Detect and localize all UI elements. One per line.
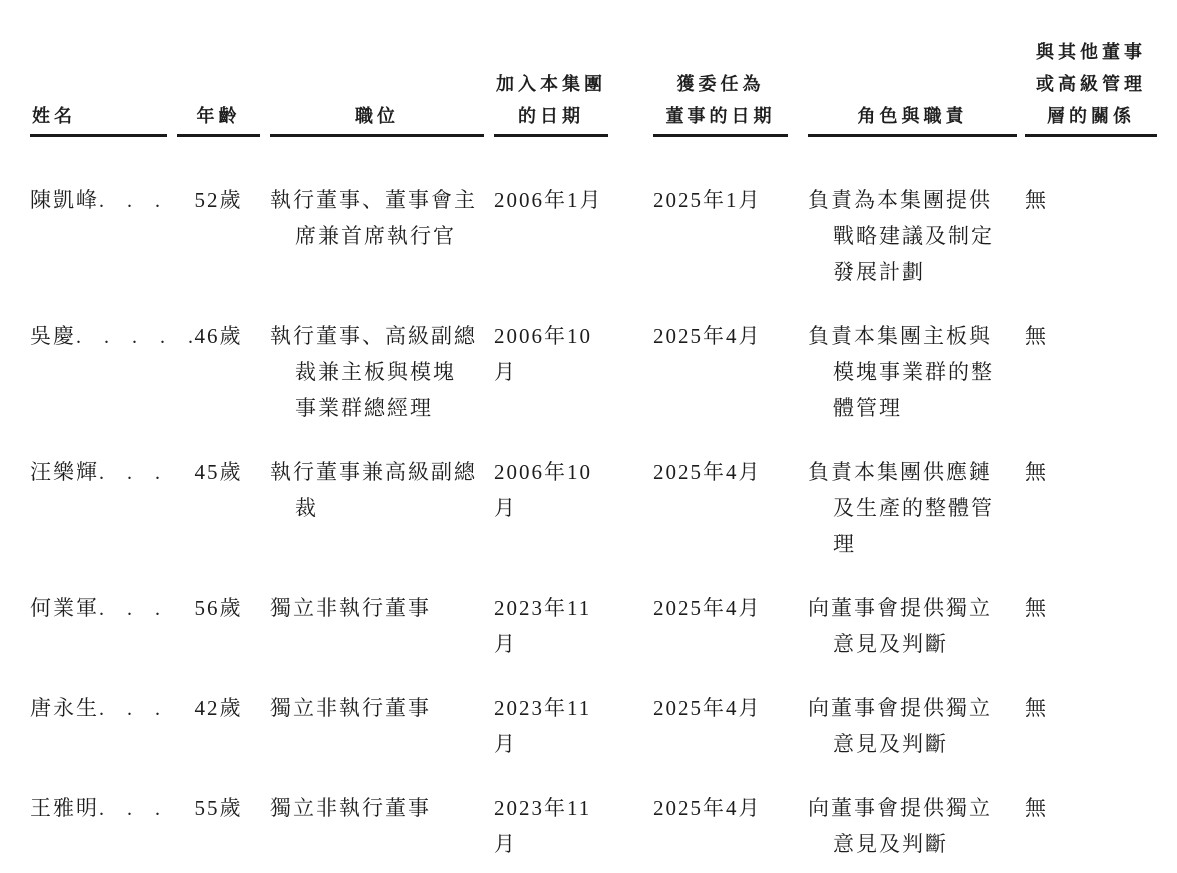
position-cell [270, 690, 484, 762]
roles-cell [808, 454, 1017, 562]
roles-line: 向董事會提供獨立 [808, 596, 992, 620]
director-name: 何業軍 [30, 596, 99, 620]
position-line: 執行董事、高級副總 [270, 324, 477, 348]
roles-line: 模塊事業群的整 [833, 360, 994, 384]
position-line: 執行董事兼高級副總 [270, 460, 477, 484]
position-line: 獨立非執行董事 [270, 696, 431, 720]
table-row [30, 182, 1157, 290]
roles-line: 向董事會提供獨立 [808, 796, 992, 820]
column-header-label: 姓名 [32, 106, 76, 126]
column-header-age [177, 100, 260, 137]
column-header-name [30, 100, 167, 137]
roles-line: 發展計劃 [833, 260, 925, 284]
roles-line: 理 [833, 532, 856, 556]
appointment-date-cell: 2025年4月 [653, 596, 762, 620]
table-row [30, 318, 1157, 426]
table-header [30, 36, 1157, 137]
column-header-roles [808, 100, 1017, 137]
age-cell: 46歲 [194, 324, 243, 348]
dot-leader: . . . [99, 698, 169, 720]
name-cell [30, 690, 167, 762]
age-cell: 56歲 [194, 596, 243, 620]
column-header-label: 與其他董事 [1036, 42, 1146, 62]
table-row [30, 590, 1157, 662]
director-name: 唐永生 [30, 696, 99, 720]
position-cell [270, 590, 484, 662]
table-row [30, 454, 1157, 562]
position-cell [270, 790, 484, 862]
dot-leader: . . . [99, 598, 169, 620]
column-header-label: 職位 [355, 106, 399, 126]
roles-cell [808, 690, 1017, 762]
appointment-date-cell: 2025年4月 [653, 324, 762, 348]
table-row [30, 790, 1157, 862]
appointment-date-cell: 2025年1月 [653, 188, 762, 212]
dot-leader: . . . [99, 462, 169, 484]
position-cell [270, 182, 484, 290]
director-name: 陳凱峰 [30, 188, 99, 212]
name-cell [30, 318, 202, 426]
name-cell [30, 454, 167, 562]
table-body [30, 182, 1157, 862]
column-header-label: 的日期 [518, 106, 584, 126]
relationship-cell: 無 [1025, 460, 1048, 484]
position-line: 裁 [295, 496, 318, 520]
director-name: 王雅明 [30, 796, 99, 820]
roles-line: 體管理 [833, 396, 902, 420]
position-cell [270, 454, 484, 562]
appointment-date-cell: 2025年4月 [653, 796, 762, 820]
roles-line: 向董事會提供獨立 [808, 696, 992, 720]
relationship-cell: 無 [1025, 696, 1048, 720]
position-line: 執行董事、董事會主 [270, 188, 477, 212]
dot-leader: . . . [99, 190, 169, 212]
position-line: 事業群總經理 [295, 396, 433, 420]
column-header-appointment-date [653, 68, 788, 137]
join-date-cell: 2006年1月 [494, 188, 603, 212]
relationship-cell: 無 [1025, 324, 1048, 348]
appointment-date-cell: 2025年4月 [653, 460, 762, 484]
roles-line: 負責本集團主板與 [808, 324, 992, 348]
name-cell [30, 182, 167, 290]
column-header-label: 角色與職責 [857, 106, 968, 126]
roles-line: 負責本集團供應鏈 [808, 460, 992, 484]
director-name: 汪樂輝 [30, 460, 99, 484]
position-line: 席兼首席執行官 [295, 224, 456, 248]
column-header-label: 年齡 [196, 106, 241, 126]
age-cell: 52歲 [194, 188, 243, 212]
column-header-label: 董事的日期 [665, 106, 776, 126]
age-cell: 42歲 [194, 696, 243, 720]
join-date-cell: 2023年11月 [494, 596, 592, 656]
position-line: 獨立非執行董事 [270, 796, 431, 820]
column-header-label: 加入本集團 [496, 74, 606, 94]
column-header-relationship [1025, 36, 1157, 137]
column-header-label: 獲委任為 [676, 74, 765, 94]
name-cell [30, 590, 167, 662]
roles-line: 戰略建議及制定 [833, 224, 994, 248]
join-date-cell: 2006年10月 [494, 324, 592, 384]
column-header-position [270, 100, 484, 137]
roles-line: 負責為本集團提供 [808, 188, 992, 212]
appointment-date-cell: 2025年4月 [653, 696, 762, 720]
roles-cell [808, 182, 1017, 290]
position-cell [270, 318, 484, 426]
roles-cell [808, 590, 1017, 662]
roles-line: 及生產的整體管 [833, 496, 994, 520]
position-line: 獨立非執行董事 [270, 596, 431, 620]
roles-line: 意見及判斷 [833, 832, 948, 856]
name-cell [30, 790, 167, 862]
roles-cell [808, 318, 1017, 426]
relationship-cell: 無 [1025, 796, 1048, 820]
roles-cell [808, 790, 1017, 862]
age-cell: 45歲 [194, 460, 243, 484]
join-date-cell: 2023年11月 [494, 696, 592, 756]
column-header-label: 層的關係 [1047, 106, 1135, 126]
roles-line: 意見及判斷 [833, 632, 948, 656]
join-date-cell: 2023年11月 [494, 796, 592, 856]
position-line: 裁兼主板與模塊 [295, 360, 456, 384]
column-header-label: 或高級管理 [1036, 74, 1146, 94]
join-date-cell: 2006年10月 [494, 460, 592, 520]
roles-line: 意見及判斷 [833, 732, 948, 756]
column-header-join-date [494, 68, 608, 137]
table-row [30, 690, 1157, 762]
director-name: 吳慶 [30, 324, 76, 348]
relationship-cell: 無 [1025, 596, 1048, 620]
age-cell: 55歲 [194, 796, 243, 820]
dot-leader: . . . . . [76, 326, 202, 348]
dot-leader: . . . [99, 798, 169, 820]
relationship-cell: 無 [1025, 188, 1048, 212]
